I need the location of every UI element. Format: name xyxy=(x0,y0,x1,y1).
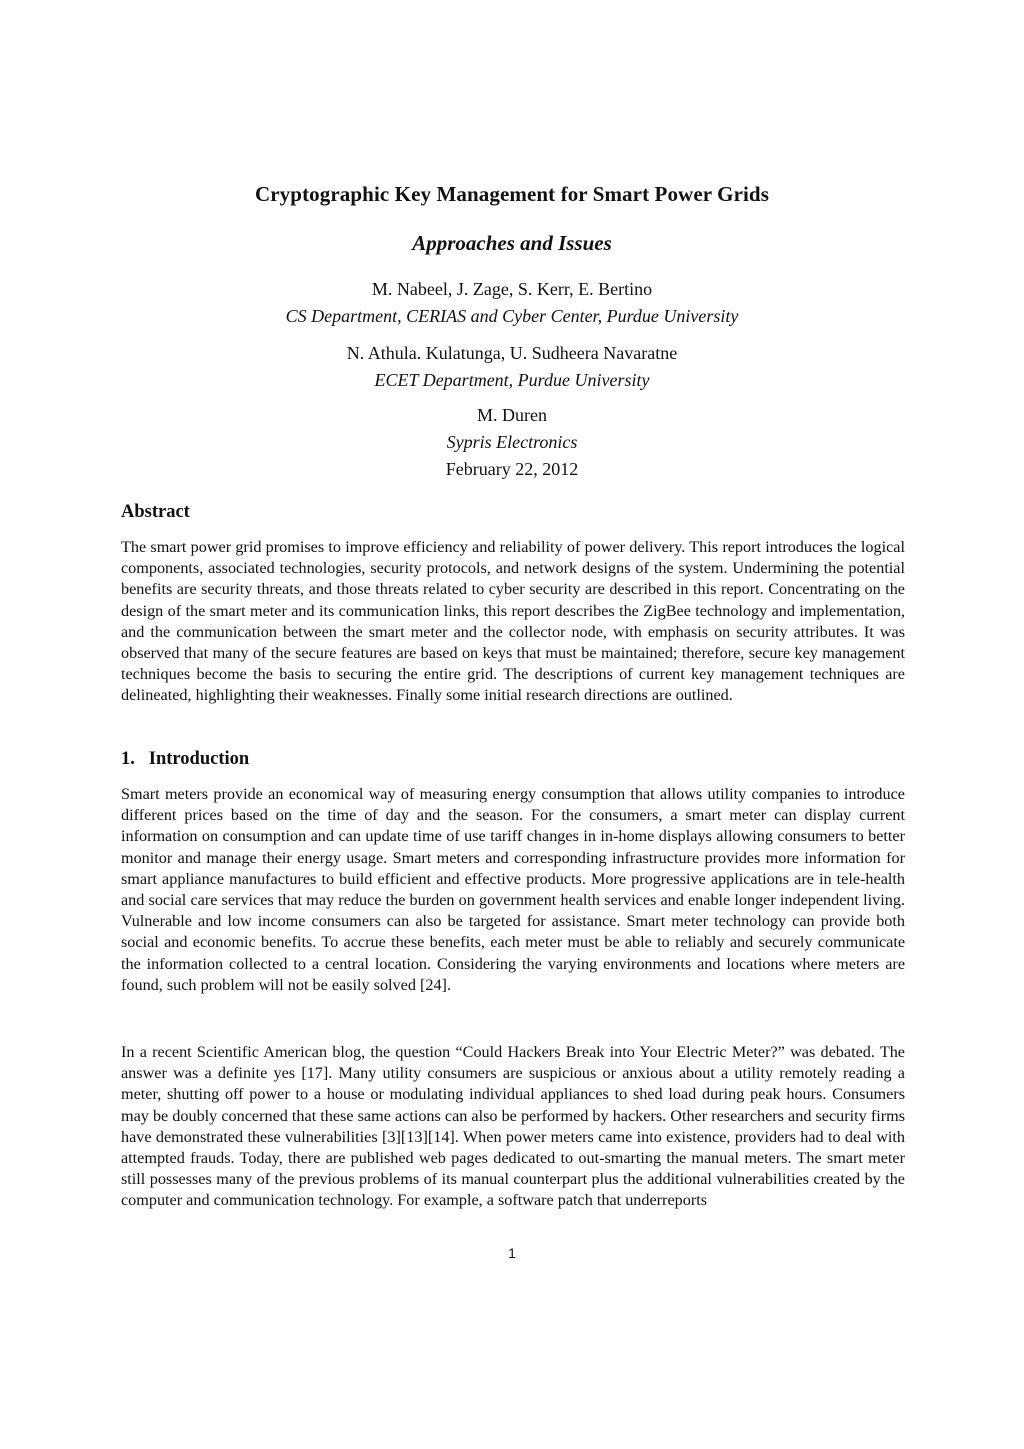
author-names-2: N. Athula. Kulatunga, U. Sudheera Navaratne xyxy=(346,343,678,363)
author-affiliation-1: CS Department, CERIAS and Cyber Center, Purdue University xyxy=(285,306,739,326)
abstract-heading: Abstract xyxy=(121,502,190,522)
author-names-3: M. Duren xyxy=(477,405,547,425)
page-number: 1 xyxy=(508,1245,516,1261)
author-affiliation-3: Sypris Electronics xyxy=(446,432,578,452)
author-names-1: M. Nabeel, J. Zage, S. Kerr, E. Bertino xyxy=(371,279,653,299)
section-heading-introduction: 1. Introduction xyxy=(121,749,250,769)
introduction-paragraph-2: In a recent Scientific American blog, the question “Could Hackers Break into Your Electric Meter?” was debated. The answer was a definite yes [17]. Many utility consumers are suspicious or anxious about a utility remotely reading a meter, shutting off power to a house or modulating individual appliances to shed load during peak hours. Consumers may be doubly concerned that these same actions can also be performed by hackers. Other researchers and security firms have demonstrated these vulnerabilities [3][13][14]. When power meters came into existence, providers had to deal with attempted frauds. Today, there are published web pages dedicated to out-smarting the manual meters. The smart meter still possesses many of the previous problems of its manual counterpart plus the additional vulnerabilities created by the computer and communication technology. For example, a software patch that underreports xyxy=(121,1043,905,1210)
introduction-paragraph-1: Smart meters provide an economical way of measuring energy consumption that allows utility companies to introduce different prices based on the time of day and the season. For the consumers, a smart meter can display current information on consumption and can update time of use tariff changes in in-home displays allowing consumers to better monitor and manage their energy usage. Smart meters and corresponding infrastructure provides more information for smart appliance manufactures to build efficient and effective products. More progressive applications are in tele-health and social care services that may reduce the burden on government health services and enable longer independent living. Vulnerable and low income consumers can also be targeted for assistance. Smart meter technology can provide both social and economic benefits. To accrue these benefits, each meter must be able to reliably and securely communicate the information collected to a central location. Considering the varying environments and locations where meters are found, such problem will not be easily solved [24]. xyxy=(121,785,905,994)
paper-subtitle: Approaches and Issues xyxy=(412,231,612,255)
author-affiliation-2: ECET Department, Purdue University xyxy=(374,370,650,390)
paper-title: Cryptographic Key Management for Smart Power Grids xyxy=(255,182,769,206)
abstract-text: The smart power grid promises to improve efficiency and reliability of power delivery. This report introduces the logical components, associated technologies, security protocols, and network designs of the system. Undermining the potential benefits are security threats, and those threats related to cyber security are described in this report. Concentrating on the design of the smart meter and its communication links, this report describes the ZigBee technology and implementation, and the communication between the smart meter and the collector node, with emphasis on security attributes. It was observed that many of the secure features are based on keys that must be maintained; therefore, secure key management techniques become the basis to securing the entire grid. The descriptions of current key management techniques are delineated, highlighting their weaknesses. Finally some initial research directions are outlined. xyxy=(121,538,905,705)
paper-date: February 22, 2012 xyxy=(445,459,579,479)
